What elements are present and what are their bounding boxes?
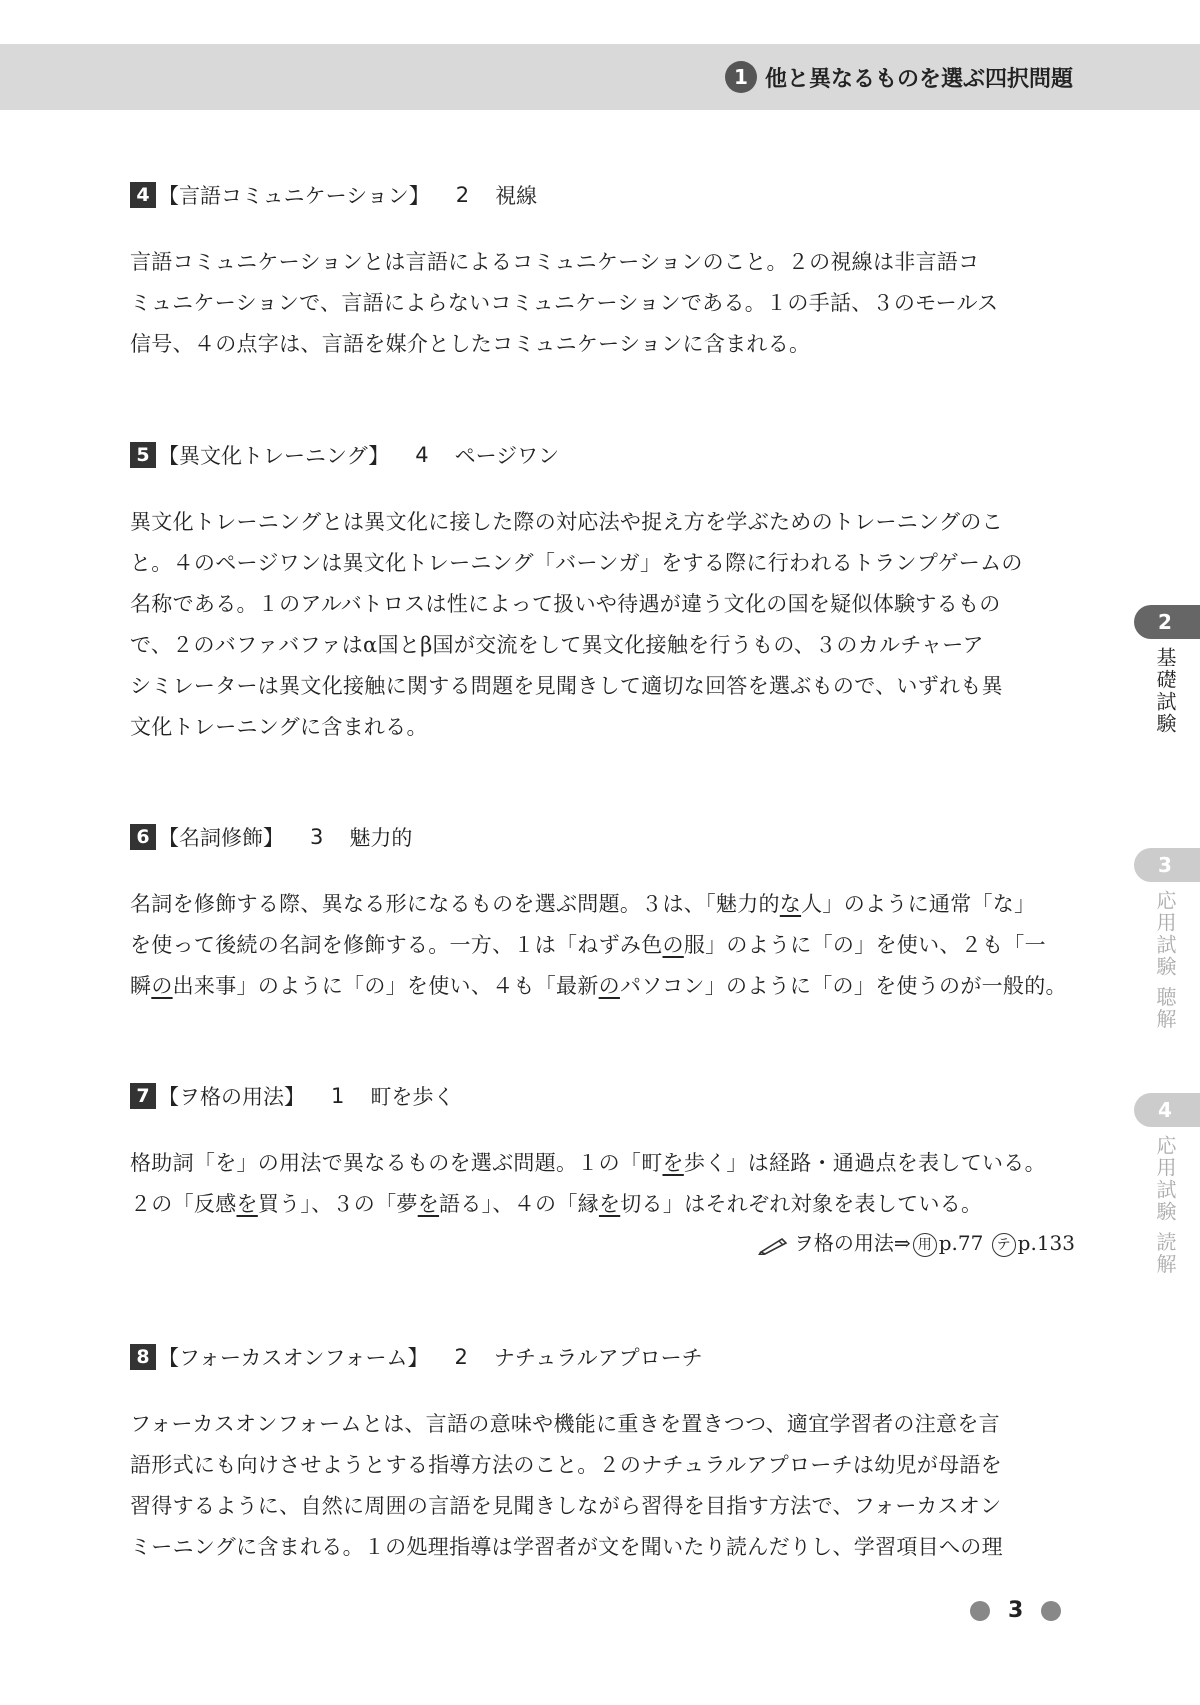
page-number: 3 [1008,1598,1024,1623]
underlined-particle: の [598,974,620,998]
text-line [130,966,1075,1007]
footer-dot [970,1601,990,1621]
section-7 [130,1081,1075,1261]
section-6 [130,822,1075,1007]
answer-text: ナチュラルアプローチ [493,1346,703,1370]
chapter-number-badge: 1 [725,61,757,93]
question-number-badge: 5 [130,442,156,468]
text-segment: 格助詞「を」の用法で異なるものを選ぶ問題。１の「町 [130,1151,663,1175]
chapter-title-text: 他と異なるものを選ぶ四択問題 [764,66,1073,92]
section-heading [130,1342,1075,1372]
text-segment: 服」のように「の」を使い、２も「一 [683,933,1046,957]
text-segment: パソコン」のように「の」を使うのが一般的。 [619,974,1067,998]
side-tab-4[interactable] [1134,1093,1200,1275]
text-line: 名称である。１のアルバトロスは性によって扱いや待遇が違う文化の国を疑似体験するもの [130,592,1001,616]
text-line: 言語コミュニケーションとは言語によるコミュニケーションのこと。２の視線は非言語コ [130,250,980,274]
side-tab-number: 3 [1134,848,1200,882]
text-line: 異文化トレーニングとは異文化に接した際の対応法や捉え方を学ぶためのトレーニングのこ [130,510,1003,534]
reference-mark-circle: 用 [913,1233,937,1257]
answer-text: 町を歩く [370,1085,455,1109]
reference-mark-circle: テ [992,1233,1016,1257]
side-tab-number: 4 [1134,1093,1200,1127]
section-heading [130,822,1075,852]
underlined-particle: を [236,1192,258,1216]
answer-number: 4 [415,443,429,467]
question-number-badge: 4 [130,182,156,208]
section-topic: 【異文化トレーニング】 [158,444,390,468]
answer-text: ページワン [454,444,560,468]
section-5 [130,440,1075,748]
answer-text: 魅力的 [349,826,413,850]
underlined-particle: を [417,1192,440,1216]
text-line: 語形式にも向けさせようとする指導方法のこと。２のナチュラルアプローチは幼児が母語を [130,1453,1003,1477]
page-footer [970,1598,1061,1623]
text-segment: 名詞を修飾する際、異なる形になるものを選ぶ問題。３は、「魅力的 [130,892,780,916]
reference-prefix: ヲ格の用法⇒ [793,1231,911,1255]
reference-page: p.77 [938,1231,984,1255]
explanation-paragraph [130,242,1075,365]
underlined-particle: の [662,933,684,957]
answer-number: 3 [310,825,324,849]
side-tab-number: 2 [1134,605,1200,639]
question-number-badge: 8 [130,1344,156,1370]
section-topic: 【名詞修飾】 [158,826,284,850]
text-line [130,884,1075,925]
explanation-paragraph [130,1143,1075,1225]
underlined-particle: を [662,1151,684,1175]
side-tab-3[interactable] [1134,848,1200,1030]
reference-page: p.133 [1017,1231,1075,1255]
cross-reference [130,1225,1075,1261]
text-segment: 出来事」のように「の」を使い、４も「最新 [172,974,599,998]
explanation-paragraph [130,502,1075,748]
text-segment: 歩く」は経路・通過点を表している。 [683,1151,1046,1175]
text-line: ミーニングに含まれる。１の処理指導は学習者が文を聞いたり読んだりし、学習項目への理 [130,1535,1003,1559]
question-number-badge: 7 [130,1083,156,1109]
text-segment: 切る」はそれぞれ対象を表している。 [620,1192,983,1216]
text-segment: ２の「反感 [130,1192,237,1216]
text-line [130,1143,1075,1184]
text-line: フォーカスオンフォームとは、言語の意味や機能に重きを置きつつ、適宜学習者の注意を言 [130,1412,1000,1436]
text-line [130,1184,1075,1225]
text-line: 文化トレーニングに含まれる。 [130,715,428,739]
section-topic: 【言語コミュニケーション】 [158,184,430,208]
text-line: 習得するように、自然に周囲の言語を見聞きしながら習得を目指す方法で、フォーカスオン [130,1494,1002,1518]
section-8 [130,1342,1075,1568]
underlined-particle: の [151,974,173,998]
question-number-badge: 6 [130,824,156,850]
footer-dot [1041,1601,1061,1621]
text-line: 信号、４の点字は、言語を媒介としたコミュニケーションに含まれる。 [130,332,811,356]
answer-number: 2 [454,1345,468,1369]
text-segment: 瞬 [130,974,152,998]
explanation-paragraph [130,1404,1075,1568]
text-line: シミレーターは異文化接触に関する問題を見聞きして適切な回答を選ぶもので、いずれも異 [130,674,1003,698]
answer-number: 2 [455,183,470,207]
text-line: と。４のページワンは異文化トレーニング「バーンガ」をする際に行われるトランプゲームの [130,551,1023,575]
side-tab-2[interactable] [1134,605,1200,735]
side-tab-label: 基礎試験 [1153,647,1177,735]
text-segment: 人」のように通常「な」 [801,892,1036,916]
section-topic: 【フォーカスオンフォーム】 [158,1346,429,1370]
section-topic: 【ヲ格の用法】 [158,1085,305,1109]
section-heading [130,1081,1075,1111]
chapter-title [725,60,1073,94]
answer-number: 1 [331,1084,345,1108]
underlined-particle: を [598,1192,621,1216]
pencil-icon [758,1235,788,1255]
text-segment: を使って後続の名詞を修飾する。一方、１は「ねずみ色 [130,933,663,957]
text-line [130,925,1075,966]
side-tab-label: 応用試験 読解 [1153,1135,1177,1276]
section-heading [130,440,1075,470]
side-tab-label: 応用試験 聴解 [1153,890,1177,1031]
text-segment: 語る」、４の「縁 [439,1192,599,1216]
underlined-particle: な [779,892,802,916]
explanation-paragraph [130,884,1075,1007]
section-heading [130,180,1075,210]
chapter-header [0,44,1200,110]
text-segment: 買う」、３の「夢 [257,1192,418,1216]
section-4 [130,180,1075,365]
text-line: ミュニケーションで、言語によらないコミュニケーションである。１の手話、３のモールス [130,291,999,315]
text-line: で、２のバファバファはα国とβ国が交流をして異文化接触を行うもの、３のカルチャーア [130,633,984,657]
answer-text: 視線 [495,184,538,208]
